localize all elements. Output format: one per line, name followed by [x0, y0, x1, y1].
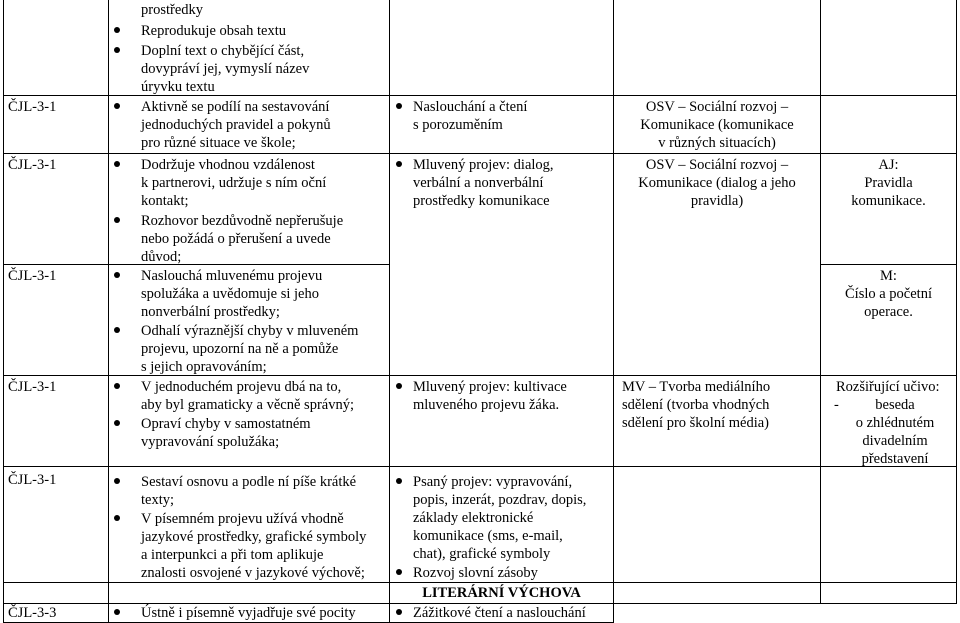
topic-text: Zážitkové čtení a naslouchání	[413, 604, 586, 622]
outcome-text: Sestaví osnovu a podle ní píše krátké	[141, 473, 356, 491]
outcome-text: texty;	[141, 492, 175, 508]
outcome-text: vypravování spolužáka;	[141, 434, 280, 450]
grid-row-line-3	[3, 264, 390, 265]
outcome-text: jednoduchých pravidel a pokynů	[141, 117, 331, 133]
outcome-text: pro různé situace ve škole;	[141, 135, 296, 151]
topic-text: verbální a nonverbální	[413, 175, 544, 191]
bullet-icon	[114, 47, 120, 53]
code-cell: ČJL-3-1	[8, 157, 57, 173]
cross-topic-text: v různých situacích)	[658, 135, 776, 151]
outcome-text: dovypráví jej, vymyslí název	[141, 61, 310, 77]
outcome-text: Rozhovor bezdůvodně nepřerušuje	[141, 212, 343, 230]
notes-dash: -	[834, 397, 839, 413]
outcome-text: kontakt;	[141, 193, 189, 209]
bullet-icon	[114, 272, 120, 278]
cross-topic-text: Komunikace (dialog a jeho	[638, 175, 796, 191]
notes-header: Rozšiřující učivo:	[836, 379, 940, 395]
bullet-icon	[114, 27, 120, 33]
bullet-icon	[114, 609, 120, 615]
outcome-text: spolužáka a uvědomuje si jeho	[141, 286, 319, 302]
bullet-icon	[396, 161, 402, 167]
topic-text: Naslouchání a čtení	[413, 98, 527, 116]
notes-text: operace.	[864, 304, 913, 320]
bullet-icon	[114, 420, 120, 426]
grid-row-line-6	[3, 582, 957, 583]
notes-text: AJ:	[878, 157, 899, 173]
bullet-icon	[114, 161, 120, 167]
code-cell: ČJL-3-1	[8, 99, 57, 115]
grid-line-right	[956, 0, 957, 603]
outcome-text: Reprodukuje obsah textu	[141, 22, 286, 40]
outcome-text: projevu, upozorní na ně a pomůže	[141, 341, 339, 357]
bullet-icon	[114, 515, 120, 521]
topic-text: popis, inzerát, pozdrav, dopis,	[413, 492, 587, 508]
outcome-text: Dodržuje vhodnou vzdálenost	[141, 156, 315, 174]
outcome-text: s jejich opravováním;	[141, 359, 267, 375]
bullet-icon	[396, 383, 402, 389]
outcome-text: úryvku textu	[141, 79, 215, 95]
topic-text: prostředky komunikace	[413, 193, 550, 209]
code-cell: ČJL-3-1	[8, 379, 57, 395]
notes-text: Číslo a početní	[845, 286, 932, 302]
outcome-text: Ústně i písemně vyjadřuje své pocity	[141, 604, 356, 622]
cross-topic-text: sdělení pro školní média)	[622, 415, 769, 431]
topic-text: s porozuměním	[413, 117, 503, 133]
cross-topic-text: sdělení (tvorba vhodných	[622, 397, 770, 413]
grid-line-col1	[108, 0, 109, 623]
notes-text: Pravidla	[864, 175, 913, 191]
bullet-icon	[114, 217, 120, 223]
outcome-text: nebo požádá o přerušení a uvede	[141, 231, 331, 247]
outcome-text: a interpunkci a při tom aplikuje	[141, 547, 324, 563]
section-heading: LITERÁRNÍ VÝCHOVA	[422, 585, 581, 601]
bullet-icon	[114, 383, 120, 389]
code-cell: ČJL-3-3	[8, 605, 57, 621]
outcome-text: V jednoduchém projevu dbá na to,	[141, 378, 341, 396]
outcome-text: V písemném projevu užívá vhodně	[141, 510, 344, 528]
bullet-icon	[114, 103, 120, 109]
code-cell: ČJL-3-1	[8, 268, 57, 284]
topic-text: Mluvený projev: kultivace	[413, 378, 567, 396]
topic-text: mluveného projevu žáka.	[413, 397, 560, 413]
grid-row-line-3b	[820, 264, 957, 265]
topic-text: základy elektronické	[413, 510, 534, 526]
topic-text: komunikace (sms, e-mail,	[413, 528, 563, 544]
cross-topic-text: Komunikace (komunikace	[640, 117, 794, 133]
outcome-text: Aktivně se podílí na sestavování	[141, 98, 329, 116]
notes-text: komunikace.	[851, 193, 926, 209]
notes-text: představení	[861, 451, 929, 467]
outcome-text: Odhalí výraznější chyby v mluveném	[141, 322, 358, 340]
code-cell: ČJL-3-1	[8, 472, 57, 488]
topic-text: Psaný projev: vypravování,	[413, 473, 572, 491]
outcome-text: aby byl gramaticky a věcně správný;	[141, 397, 354, 413]
bullet-icon	[396, 478, 402, 484]
grid-row-line-5	[3, 466, 957, 467]
grid-line-col2	[389, 0, 390, 623]
cross-topic-text: pravidla)	[690, 193, 744, 209]
outcome-text: k partnerovi, udržuje s ním oční	[141, 175, 327, 191]
topic-text: Mluvený projev: dialog,	[413, 156, 554, 174]
bullet-icon	[396, 103, 402, 109]
cross-topic-text: MV – Tvorba mediálního	[622, 379, 771, 395]
notes-text: divadelním	[862, 433, 928, 449]
bullet-icon	[396, 609, 402, 615]
outcome-text: Opraví chyby v samostatném	[141, 415, 311, 433]
notes-text: beseda	[875, 397, 915, 413]
bullet-icon	[114, 478, 120, 484]
grid-line-col3	[613, 0, 614, 623]
topic-text: Rozvoj slovní zásoby	[413, 564, 538, 582]
bullet-icon	[114, 327, 120, 333]
cross-topic-text: OSV – Sociální rozvoj –	[645, 99, 789, 115]
grid-line-left	[3, 0, 4, 623]
grid-row-line-2	[3, 153, 957, 154]
outcome-text: jazykové prostředky, grafické symboly	[141, 529, 367, 545]
outcome-text: Naslouchá mluvenému projevu	[141, 267, 322, 285]
outcome-text: prostředky	[141, 2, 204, 18]
cross-topic-text: OSV – Sociální rozvoj –	[645, 157, 789, 173]
outcome-text: důvod;	[141, 249, 182, 265]
notes-text: o zhlédnutém	[855, 415, 935, 431]
outcome-text: nonverbální prostředky;	[141, 304, 280, 320]
outcome-text: znalosti osvojené v jazykové výchově;	[141, 565, 365, 581]
outcome-text: Doplní text o chybějící část,	[141, 42, 304, 60]
topic-text: chat), grafické symboly	[413, 546, 551, 562]
bullet-icon	[396, 569, 402, 575]
notes-text: M:	[880, 268, 897, 284]
